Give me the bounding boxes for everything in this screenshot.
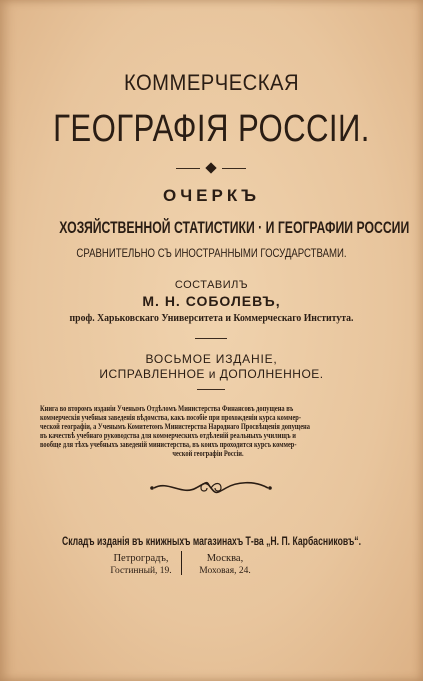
author-position: проф. Харьковскаго Университета и Коммерческаго Института. (69, 313, 354, 324)
compiled-by-label: СОСТАВИЛЪ (174, 279, 249, 291)
subtitle-main: ХОЗЯЙСТВЕННОЙ СТАТИСТИКИ · И ГЕОГРАФИИ РОССИИ (59, 218, 410, 237)
ornament-rule-left (176, 168, 200, 169)
approval-note-line: ческой географіи, а Ученымъ Комитетомъ Министерства Народнаго Просвѣщенія допущена (40, 422, 310, 431)
location-address-petrograd: Гостинный, 19. (110, 566, 172, 576)
ornament-rule-right (222, 168, 246, 169)
ornament-diamond (205, 162, 216, 173)
approval-note-line: вообще для тѣхъ учебныхъ заведеній министерства, въ коихъ проходится курсъ коммер- (40, 440, 297, 449)
approval-note-line: ческой географіи Россіи. (172, 449, 244, 458)
location-city-petrograd: Петроградъ, (113, 553, 169, 564)
divider-rule (195, 338, 227, 339)
approval-note-line: коммерческія учебныя заведенія вѣдомства, какъ пособіе при прохожденіи курса коммер- (40, 413, 301, 422)
title-line-2: ГЕОГРАФІЯ РОССІИ. (53, 108, 370, 150)
divider-rule-2 (197, 389, 225, 390)
author-name: М. Н. СОБОЛЕВЪ, (142, 293, 281, 309)
publisher-warehouse: Складъ изданія въ книжныхъ магазинахъ Т-ва „Н. П. Карбасниковъ“. (61, 534, 362, 548)
approval-note-line: въ качествѣ учебнаго руководства для коммерческихъ отдѣленій реальныхъ училищъ и (40, 431, 296, 440)
edition-line-2: ИСПРАВЛЕННОЕ и ДОПОЛНЕННОЕ. (99, 367, 324, 381)
edition-line-1: ВОСЬМОЕ ИЗДАНІЕ, (145, 352, 278, 366)
approval-note (40, 404, 376, 458)
location-address-moscow: Моховая, 24. (199, 566, 251, 576)
approval-note-line: Книга во второмъ изданіи Ученымъ Отдѣломъ Министерства Финансовъ допущена въ (40, 404, 294, 413)
essay-heading: ОЧЕРКЪ (162, 186, 260, 205)
location-city-moscow: Москва, (206, 553, 244, 564)
flourish-ornament (148, 478, 274, 498)
location-separator (181, 551, 182, 575)
subtitle-comparison: СРАВНИТЕЛЬНО СЪ ИНОСТРАННЫМИ ГОСУДАРСТВАМИ. (76, 246, 347, 260)
title-line-1: КОММЕРЧЕСКАЯ (123, 70, 300, 95)
